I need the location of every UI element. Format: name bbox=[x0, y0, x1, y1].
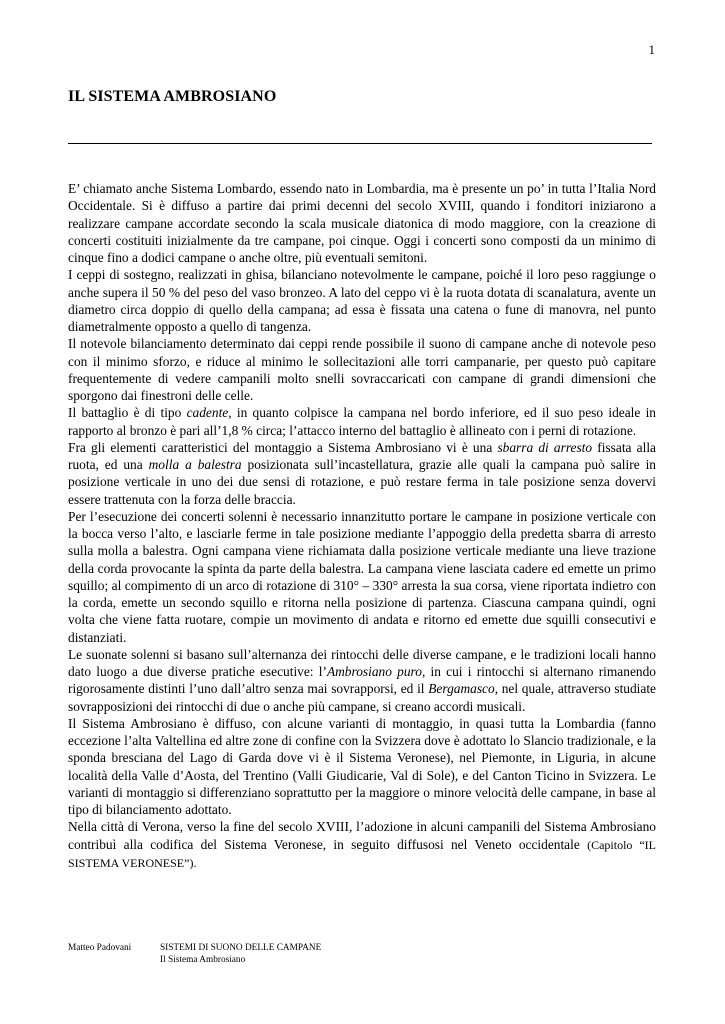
body-paragraph bbox=[68, 715, 656, 819]
paragraph-text: Il notevole bilanciamento determinato dai ceppi rende possibile il suono di campane anche di notevole peso con il minimo sforzo, e riduce al minimo le sollecitazioni alle torri campanarie, per questo può capitare frequentemente di vedere campanili molto snelli sovraccaricati con campane di grandi dimensioni che sporgono dai finestroni delle celle. bbox=[68, 336, 656, 403]
paragraph-text: , in quanto colpisce la campana nel bordo inferiore, ed il suo peso ideale in rapporto al bronzo è pari all’1,8 % circa; l’attacco interno del battaglio è allineato con i perni di rotazione. bbox=[68, 405, 657, 438]
body-paragraph bbox=[68, 266, 656, 335]
paragraph-text: Nella città di Verona, verso la fine del secolo XVIII, l’adozione in alcuni campanili del Sistema Ambrosiano contribuì alla codifica del Sistema Veronese, in seguito diffusosi nel Veneto occidentale bbox=[68, 819, 656, 852]
body-paragraph bbox=[68, 646, 656, 715]
paragraph-text: Le suonate solenni si basano sull’alternanza dei rintocchi delle diverse campane, e le tradizioni locali hanno dato luogo a due diverse pratiche esecutive: l’ bbox=[68, 646, 656, 679]
footer-series-title: SISTEMI DI SUONO DELLE CAMPANE bbox=[160, 943, 322, 953]
paragraph-text: , nel quale, attraverso studiate sovrapposizioni dei rintocchi di due o anche più campane, si creano accordi musicali. bbox=[68, 681, 657, 714]
page-number: 1 bbox=[648, 42, 655, 57]
paragraph-text: posizionata sull’incastellatura, grazie alle quali la campana può salire in posizione verticale in uno dei due sensi di rotazione, e può restare ferma in tale posizione senza dovervi essere trattenuta con la forza delle braccia. bbox=[68, 457, 656, 507]
paragraph-text: , in cui i rintocchi si alternano rimanendo rigorosamente distinti l’uno dall’altro senza mai sovrapporsi, ed il bbox=[68, 664, 656, 697]
emphasized-term: sbarra di arresto bbox=[497, 439, 593, 455]
body-paragraph bbox=[68, 404, 656, 439]
document-title: IL SISTEMA AMBROSIANO bbox=[68, 88, 277, 105]
body-paragraph bbox=[68, 439, 656, 508]
paragraph-text: Il battaglio è di tipo bbox=[68, 405, 187, 421]
paragraph-text: Il Sistema Ambrosiano è diffuso, con alcune varianti di montaggio, in quasi tutta la Lombardia (fanno eccezione l’alta Valtellina ed altre zone di confine con la Svizzera dove è adottato lo Slancio tradizionale, e la sponda bresciana del Lago di Garda dove vi è il Sistema Veronese), nel Piemonte, in Liguria, in alcune località della Valle d’Aosta, del Trentino (Valli Giudicarie, Val di Sole), e del Canton Ticino in Svizzera. Le varianti di montaggio si differenziano soprattutto per la maggiore o minore velocità delle campane, in base al tipo di bilanciamento adottato. bbox=[68, 715, 656, 817]
body-paragraph bbox=[68, 180, 656, 266]
body-paragraph bbox=[68, 335, 656, 404]
emphasized-term: Bergamasco bbox=[428, 681, 495, 697]
title-divider bbox=[68, 143, 652, 144]
paragraph-text: I ceppi di sostegno, realizzati in ghisa, bilanciano notevolmente le campane, poiché il loro peso raggiunge o anche supera il 50 % del peso del vaso bronzeo. A lato del ceppo vi è la ruota dotata di scanalatura, avente un diametro circa doppio di quello della campana; ad essa è fissata una catena o fune di manovra, nel punto diametralmente opposto a quello di tangenza. bbox=[68, 267, 656, 334]
paragraph-text: Fra gli elementi caratteristici del montaggio a Sistema Ambrosiano vi è una bbox=[68, 439, 498, 455]
footer-author: Matteo Padovani bbox=[68, 943, 132, 953]
emphasized-term: cadente bbox=[186, 405, 229, 421]
body-paragraph bbox=[68, 508, 656, 646]
paragraph-text: fissata alla ruota, ed una bbox=[68, 439, 656, 472]
body-paragraph bbox=[68, 818, 656, 872]
footer-titles bbox=[160, 942, 321, 966]
paragraph-text: (Capitolo “IL SISTEMA VERONESE”). bbox=[68, 837, 656, 870]
footer-chapter-title: Il Sistema Ambrosiano bbox=[160, 955, 246, 965]
emphasized-term: molla a balestra bbox=[148, 457, 242, 472]
paragraph-text: Per l’esecuzione dei concerti solenni è necessario innanzitutto portare le campane in posizione verticale con la bocca verso l’alto, e lasciarle ferme in tale posizione mediante l’appoggio della predetta sbarra di arresto sulla molla a balestra. Ogni campana viene richiamata dalla posizione verticale mediante una lieve trazione della corda provocante la spinta da parte della balestra. La campana viene lasciata cadere ed emette un primo squillo; al compimento di un arco di rotazione di 310° – 330° arresta la sua corsa, viene riportata indietro con la corda, emette un secondo squillo e ritorna nella posizione di partenza. Ciascuna campana quindi, ogni volta che viene fatta ruotare, compie un movimento di andata e ritorno ed emette due squilli consecutivi e distanziati. bbox=[68, 508, 656, 645]
document-body bbox=[68, 180, 656, 872]
paragraph-text: E’ chiamato anche Sistema Lombardo, essendo nato in Lombardia, ma è presente un po’ in tutta l’Italia Nord Occidentale. Si è diffuso a partire dai primi decenni del secolo XVIII, quando i fonditori iniziarono a realizzare campane accordate secondo la scala musicale diatonica di modo maggiore, con la creazione di concerti costituiti inizialmente da tre campane, poi cinque. Oggi i concerti sono composti da un minimo di cinque fino a dodici campane o anche oltre, più eventuali semitoni. bbox=[68, 181, 656, 265]
emphasized-term: Ambrosiano puro bbox=[326, 664, 422, 679]
